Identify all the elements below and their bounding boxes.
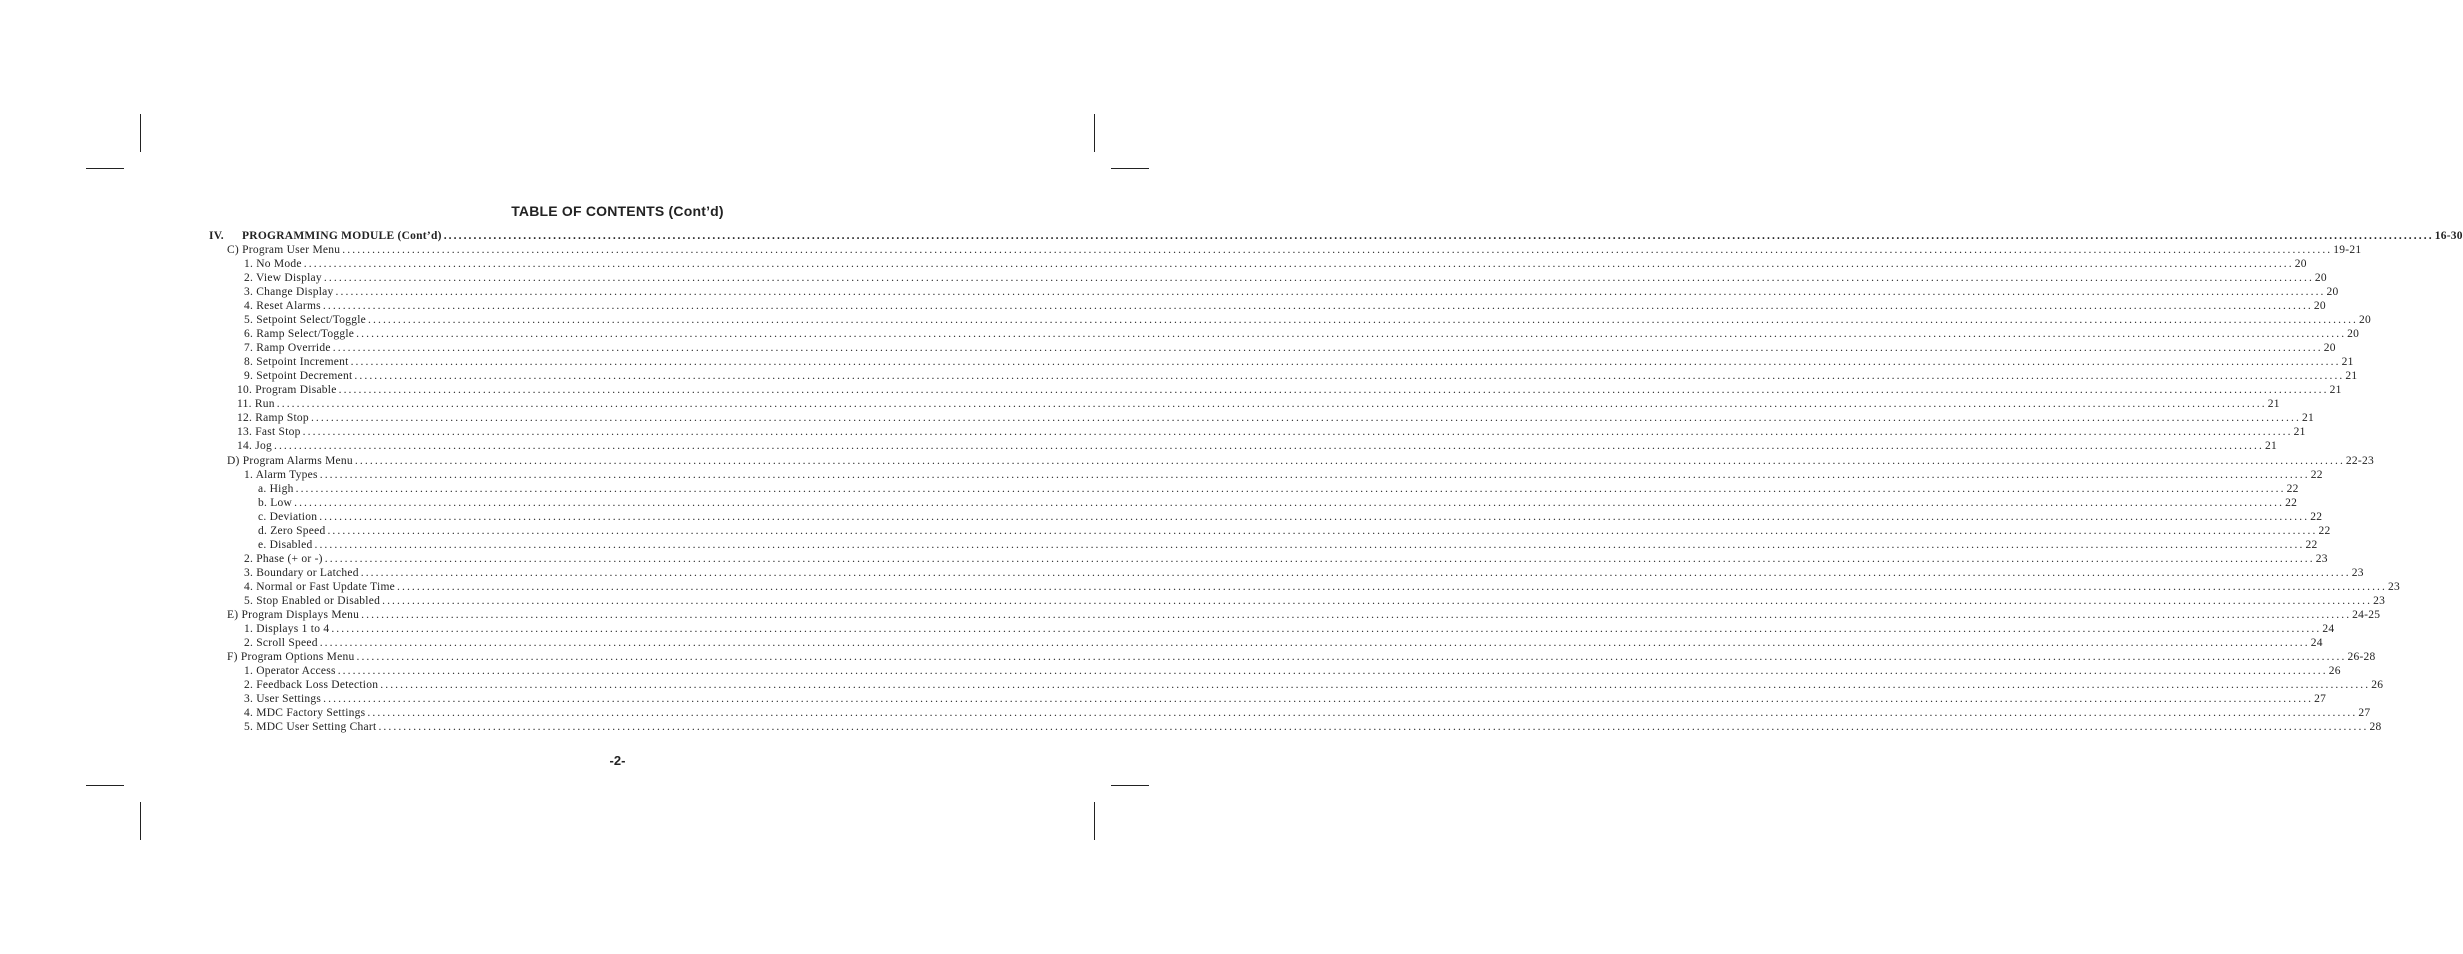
toc-entry bbox=[209, 594, 2386, 608]
toc-entry-text: d. Zero Speed bbox=[258, 524, 326, 537]
toc-entry-page: 24 bbox=[2322, 622, 2335, 635]
toc-leader-dots: ................................................................................................................................................................................................................................................................................................................................................................................................................ bbox=[378, 721, 2369, 734]
toc-entry-page: 21 bbox=[2301, 412, 2314, 425]
toc-entry-label bbox=[244, 341, 331, 355]
page-title: TABLE OF CONTENTS (Cont’d) bbox=[511, 203, 724, 219]
toc-entry-page: 20 bbox=[2347, 328, 2360, 341]
toc-leader-dots: ................................................................................................................................................................................................................................................................................................................................................................................................................ bbox=[314, 538, 2305, 551]
toc-entry-label bbox=[244, 566, 359, 580]
toc-entry-label bbox=[227, 650, 354, 664]
toc-entry bbox=[209, 678, 2384, 692]
toc-entry-label bbox=[227, 608, 359, 622]
toc-entry bbox=[209, 664, 2341, 678]
toc-entry-page: 24 bbox=[2310, 636, 2323, 649]
toc-leader-dots: ................................................................................................................................................................................................................................................................................................................................................................................................................ bbox=[335, 286, 2326, 299]
toc-entry-page: 21 bbox=[2264, 440, 2277, 453]
toc-entry-text: 14. Jog bbox=[237, 440, 272, 453]
toc-entry-text: 4. Normal or Fast Update Time bbox=[244, 580, 395, 593]
crop-mark-top-left-vertical bbox=[140, 114, 141, 152]
toc-entry-number: IV. bbox=[209, 230, 224, 242]
toc-entry-text: D) Program Alarms Menu bbox=[227, 454, 353, 467]
toc-entry-label bbox=[244, 271, 322, 285]
toc-entry-text: 7. Ramp Override bbox=[244, 342, 331, 355]
toc-entry bbox=[209, 243, 2362, 257]
toc-entry-text: 2. Feedback Loss Detection bbox=[244, 679, 379, 691]
toc-entry-page: 22 bbox=[2310, 468, 2323, 481]
toc-entry-page: 21 bbox=[2293, 426, 2306, 439]
toc-leader-dots: ................................................................................................................................................................................................................................................................................................................................................................................................................ bbox=[323, 272, 2314, 285]
toc-entry-page: 20 bbox=[2326, 286, 2339, 299]
toc-entry bbox=[209, 271, 2327, 285]
toc-entry-text: E) Program Displays Menu bbox=[227, 608, 360, 621]
toc-entry-label bbox=[209, 229, 442, 243]
toc-leader-dots: ................................................................................................................................................................................................................................................................................................................................................................................................................ bbox=[354, 454, 2345, 467]
toc-entry-text: 3. User Settings bbox=[244, 693, 322, 706]
toc-entry bbox=[209, 622, 2335, 636]
crop-mark-bottom-left-horizontal bbox=[86, 785, 124, 786]
toc-entry-page: 27 bbox=[2314, 693, 2327, 706]
toc-entry bbox=[209, 313, 2372, 327]
crop-mark-bottom-left-vertical bbox=[140, 802, 141, 840]
toc-entry-label bbox=[244, 552, 323, 566]
toc-entry-text: C) Program User Menu bbox=[227, 244, 341, 257]
crop-mark-top-right-vertical bbox=[1094, 114, 1095, 152]
toc-entry-page: 21 bbox=[2341, 356, 2354, 369]
toc-entry-page: 22 bbox=[2318, 524, 2331, 537]
crop-mark-bottom-right-horizontal bbox=[1111, 785, 1149, 786]
table-of-contents bbox=[209, 229, 2463, 734]
toc-entry bbox=[209, 510, 2323, 524]
toc-leader-dots: ................................................................................................................................................................................................................................................................................................................................................................................................................ bbox=[338, 384, 2329, 397]
toc-entry-label bbox=[244, 720, 376, 734]
toc-leader-dots: ................................................................................................................................................................................................................................................................................................................................................................................................................ bbox=[342, 244, 2333, 257]
toc-entry-page: 20 bbox=[2313, 300, 2326, 313]
toc-leader-dots: ................................................................................................................................................................................................................................................................................................................................................................................................................ bbox=[356, 328, 2347, 341]
toc-leader-dots: ................................................................................................................................................................................................................................................................................................................................................................................................................ bbox=[356, 650, 2347, 663]
toc-entry bbox=[209, 566, 2364, 580]
toc-entry bbox=[209, 538, 2318, 552]
toc-entry bbox=[209, 369, 2358, 383]
toc-entry-page: 21 bbox=[2345, 370, 2358, 383]
toc-entry-label bbox=[237, 383, 337, 397]
toc-leader-dots: ................................................................................................................................................................................................................................................................................................................................................................................................................ bbox=[354, 370, 2345, 383]
toc-entry-text: 13. Fast Stop bbox=[237, 426, 301, 439]
toc-entry-label bbox=[258, 496, 292, 510]
toc-entry bbox=[209, 552, 2328, 566]
toc-entry-label bbox=[227, 243, 340, 257]
toc-entry-text: 3. Change Display bbox=[244, 286, 334, 299]
toc-leader-dots: ................................................................................................................................................................................................................................................................................................................................................................................................................ bbox=[319, 468, 2310, 481]
toc-leader-dots: ................................................................................................................................................................................................................................................................................................................................................................................................................ bbox=[295, 482, 2286, 495]
toc-entry bbox=[209, 524, 2331, 538]
toc-entry-text: F) Program Options Menu bbox=[227, 650, 355, 663]
toc-entry-page: 16-30 bbox=[2434, 230, 2463, 242]
toc-entry-label bbox=[244, 355, 349, 369]
toc-leader-dots: ................................................................................................................................................................................................................................................................................................................................................................................................................ bbox=[319, 636, 2310, 649]
toc-entry-page: 27 bbox=[2358, 707, 2371, 720]
toc-entry-text: 2. Phase (+ or -) bbox=[244, 552, 323, 565]
toc-entry-label bbox=[237, 397, 275, 411]
toc-entry bbox=[209, 383, 2342, 397]
toc-entry-page: 24-25 bbox=[2352, 608, 2381, 621]
toc-leader-dots: ................................................................................................................................................................................................................................................................................................................................................................................................................ bbox=[319, 510, 2310, 523]
toc-entry-label bbox=[244, 636, 318, 650]
page-number: -2- bbox=[609, 753, 626, 768]
toc-entry-label bbox=[237, 439, 272, 453]
toc-entry-label bbox=[258, 524, 325, 538]
toc-entry-label bbox=[258, 482, 294, 496]
toc-entry-label bbox=[244, 664, 336, 678]
toc-entry bbox=[209, 341, 2336, 355]
toc-entry-page: 20 bbox=[2314, 272, 2327, 285]
toc-entry-label bbox=[244, 706, 365, 720]
crop-mark-top-right-horizontal bbox=[1111, 168, 1149, 169]
toc-entry-text: 8. Setpoint Increment bbox=[244, 356, 349, 369]
toc-entry-label bbox=[244, 369, 352, 383]
toc-entry-page: 22 bbox=[2285, 496, 2298, 509]
toc-entry-text: 1. Alarm Types bbox=[244, 468, 318, 481]
toc-entry-label bbox=[237, 425, 301, 439]
toc-entry bbox=[209, 285, 2339, 299]
toc-leader-dots: ................................................................................................................................................................................................................................................................................................................................................................................................................ bbox=[327, 524, 2318, 537]
toc-entry-label bbox=[244, 622, 329, 636]
toc-leader-dots: ................................................................................................................................................................................................................................................................................................................................................................................................................ bbox=[332, 342, 2323, 355]
toc-leader-dots: ................................................................................................................................................................................................................................................................................................................................................................................................................ bbox=[382, 594, 2373, 607]
toc-entry-page: 22 bbox=[2305, 538, 2318, 551]
toc-entry bbox=[209, 720, 2382, 734]
toc-entry bbox=[209, 580, 2400, 594]
toc-entry-page: 23 bbox=[2388, 580, 2400, 593]
toc-entry bbox=[209, 439, 2277, 453]
toc-entry bbox=[209, 397, 2280, 411]
toc-entry-label bbox=[258, 510, 317, 524]
toc-entry-page: 21 bbox=[2329, 384, 2342, 397]
toc-entry bbox=[209, 608, 2381, 622]
toc-entry-page: 20 bbox=[2359, 314, 2372, 327]
toc-entry-text: 11. Run bbox=[237, 398, 275, 411]
toc-leader-dots: ................................................................................................................................................................................................................................................................................................................................................................................................................ bbox=[368, 314, 2359, 327]
toc-entry-page: 26 bbox=[2371, 679, 2384, 691]
toc-entry-text: c. Deviation bbox=[258, 510, 318, 523]
toc-entry-label bbox=[244, 678, 378, 692]
toc-entry-page: 19-21 bbox=[2333, 244, 2362, 257]
toc-entry-text: 2. View Display bbox=[244, 272, 322, 285]
toc-entry-page: 22-23 bbox=[2345, 454, 2375, 467]
toc-leader-dots: ................................................................................................................................................................................................................................................................................................................................................................................................................ bbox=[367, 707, 2358, 720]
toc-entry bbox=[209, 355, 2354, 369]
toc-leader-dots: ................................................................................................................................................................................................................................................................................................................................................................................................................ bbox=[380, 679, 2371, 691]
toc-entry-text: PROGRAMMING MODULE (Cont’d) bbox=[242, 230, 442, 242]
toc-entry-text: 5. Stop Enabled or Disabled bbox=[244, 594, 381, 607]
toc-leader-dots: ................................................................................................................................................................................................................................................................................................................................................................................................................ bbox=[337, 664, 2328, 677]
toc-leader-dots: ................................................................................................................................................................................................................................................................................................................................................................................................................ bbox=[324, 552, 2315, 565]
toc-entry bbox=[209, 299, 2326, 313]
toc-entry-label bbox=[258, 538, 312, 552]
toc-entry-label bbox=[244, 580, 395, 594]
toc-entry-text: 1. No Mode bbox=[244, 258, 302, 271]
toc-entry-text: 9. Setpoint Decrement bbox=[244, 370, 353, 383]
toc-leader-dots: ................................................................................................................................................................................................................................................................................................................................................................................................................ bbox=[294, 496, 2285, 509]
toc-leader-dots: ................................................................................................................................................................................................................................................................................................................................................................................................................ bbox=[350, 356, 2341, 369]
toc-entry-text: b. Low bbox=[258, 496, 293, 509]
toc-entry-label bbox=[244, 299, 321, 313]
toc-entry bbox=[209, 411, 2314, 425]
toc-entry bbox=[209, 454, 2375, 468]
toc-entry bbox=[209, 229, 2463, 243]
toc-leader-dots: ................................................................................................................................................................................................................................................................................................................................................................................................................ bbox=[443, 230, 2434, 242]
toc-entry-text: 3. Boundary or Latched bbox=[244, 566, 359, 579]
toc-leader-dots: ................................................................................................................................................................................................................................................................................................................................................................................................................ bbox=[323, 693, 2314, 706]
toc-leader-dots: ................................................................................................................................................................................................................................................................................................................................................................................................................ bbox=[360, 566, 2351, 579]
toc-entry bbox=[209, 496, 2298, 510]
toc-entry bbox=[209, 425, 2306, 439]
toc-entry bbox=[209, 692, 2327, 706]
toc-entry-text: 5. MDC User Setting Chart bbox=[244, 721, 377, 734]
toc-entry-label bbox=[244, 692, 321, 706]
toc-leader-dots: ................................................................................................................................................................................................................................................................................................................................................................................................................ bbox=[310, 412, 2301, 425]
toc-entry-label bbox=[244, 594, 380, 608]
toc-entry-label bbox=[244, 313, 366, 327]
toc-entry-page: 23 bbox=[2373, 594, 2386, 607]
toc-leader-dots: ................................................................................................................................................................................................................................................................................................................................................................................................................ bbox=[276, 398, 2267, 411]
toc-entry-label bbox=[244, 327, 354, 341]
toc-entry-page: 20 bbox=[2294, 258, 2307, 271]
toc-entry-text: 4. Reset Alarms bbox=[244, 300, 321, 313]
toc-leader-dots: ................................................................................................................................................................................................................................................................................................................................................................................................................ bbox=[331, 622, 2322, 635]
crop-mark-bottom-right-vertical bbox=[1094, 802, 1095, 840]
toc-entry-page: 23 bbox=[2315, 552, 2328, 565]
toc-leader-dots: ................................................................................................................................................................................................................................................................................................................................................................................................................ bbox=[361, 608, 2352, 621]
toc-entry-text: 1. Displays 1 to 4 bbox=[244, 622, 330, 635]
toc-entry-label bbox=[244, 468, 318, 482]
toc-entry-label bbox=[244, 285, 334, 299]
toc-entry-label bbox=[244, 257, 302, 271]
toc-entry bbox=[209, 327, 2360, 341]
toc-entry-page: 26-28 bbox=[2347, 650, 2376, 663]
toc-entry-text: 2. Scroll Speed bbox=[244, 636, 318, 649]
toc-entry bbox=[209, 482, 2299, 496]
toc-entry-page: 22 bbox=[2310, 510, 2323, 523]
toc-entry-label bbox=[237, 411, 309, 425]
toc-entry-page: 22 bbox=[2286, 482, 2299, 495]
toc-entry-text: 10. Program Disable bbox=[237, 384, 337, 397]
toc-leader-dots: ................................................................................................................................................................................................................................................................................................................................................................................................................ bbox=[303, 258, 2294, 271]
toc-entry-text: 4. MDC Factory Settings bbox=[244, 707, 366, 720]
toc-entry bbox=[209, 257, 2307, 271]
toc-leader-dots: ................................................................................................................................................................................................................................................................................................................................................................................................................ bbox=[302, 426, 2293, 439]
toc-leader-dots: ................................................................................................................................................................................................................................................................................................................................................................................................................ bbox=[273, 440, 2264, 453]
toc-entry-page: 20 bbox=[2323, 342, 2336, 355]
toc-entry-page: 23 bbox=[2351, 566, 2364, 579]
toc-entry-text: 1. Operator Access bbox=[244, 664, 336, 677]
toc-entry-text: e. Disabled bbox=[258, 538, 313, 551]
crop-mark-top-left-horizontal bbox=[86, 168, 124, 169]
toc-entry bbox=[209, 636, 2323, 650]
toc-entry bbox=[209, 706, 2371, 720]
toc-entry-text: 12. Ramp Stop bbox=[237, 412, 309, 425]
toc-entry-label bbox=[227, 454, 353, 468]
toc-entry bbox=[209, 650, 2376, 664]
toc-entry bbox=[209, 468, 2323, 482]
toc-entry-text: a. High bbox=[258, 482, 294, 495]
toc-entry-page: 21 bbox=[2267, 398, 2280, 411]
toc-entry-page: 26 bbox=[2328, 664, 2341, 677]
toc-entry-page: 28 bbox=[2369, 721, 2382, 734]
toc-leader-dots: ................................................................................................................................................................................................................................................................................................................................................................................................................ bbox=[322, 300, 2313, 313]
toc-entry-text: 6. Ramp Select/Toggle bbox=[244, 328, 355, 341]
toc-leader-dots: ................................................................................................................................................................................................................................................................................................................................................................................................................ bbox=[397, 580, 2387, 593]
toc-entry-text: 5. Setpoint Select/Toggle bbox=[244, 314, 367, 327]
